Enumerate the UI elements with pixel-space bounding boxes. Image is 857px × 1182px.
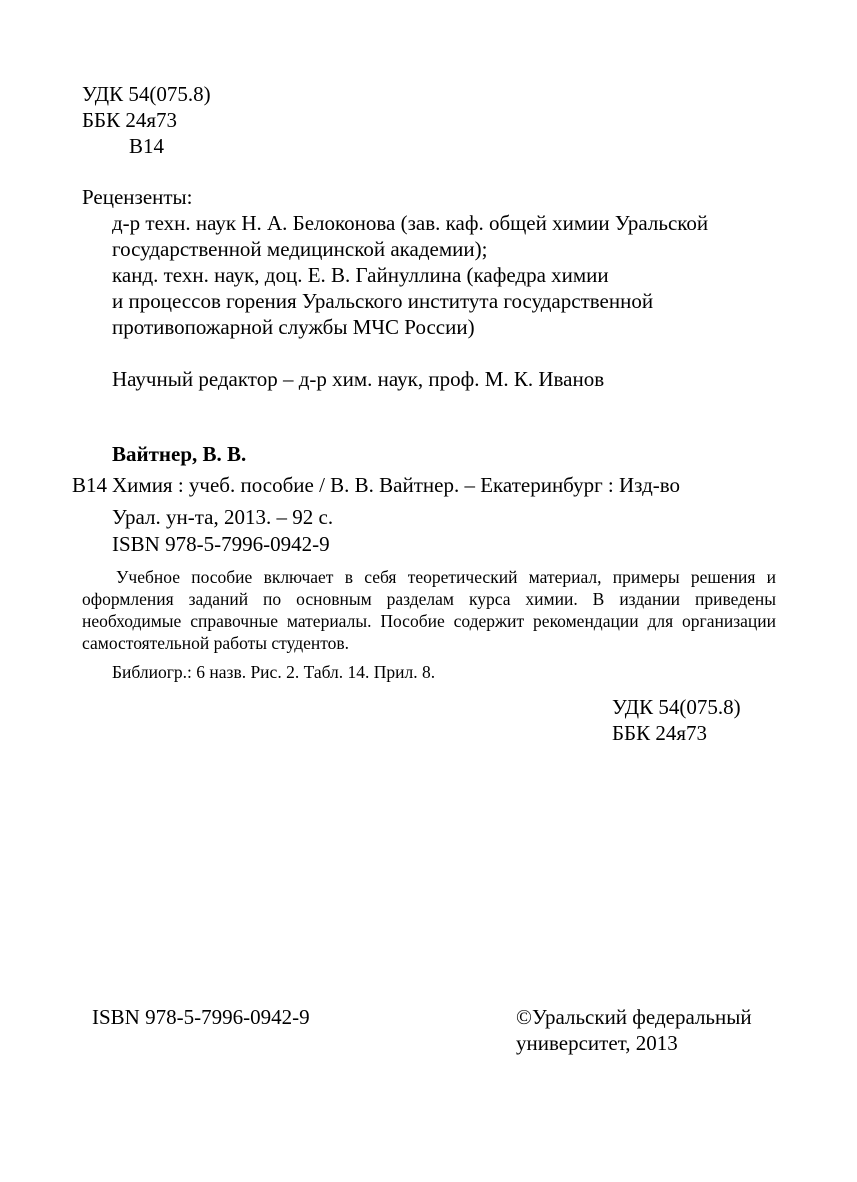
- reviewer-line: и процессов горения Уральского института государственной: [112, 289, 654, 313]
- copyright-line: ©Уральский федеральный: [516, 1005, 752, 1029]
- catalog-publisher-line: Урал. ун-та, 2013. – 92 с.: [112, 505, 334, 529]
- catalog-bbk: ББК 24я73: [612, 721, 708, 745]
- reviewers-heading: Рецензенты:: [82, 185, 193, 209]
- bbk-code: ББК 24я73: [82, 108, 178, 132]
- reviewer-line: противопожарной службы МЧС России): [112, 315, 475, 339]
- reviewer-line: д-р техн. наук Н. А. Белоконова (зав. каф. общей химии Уральской: [112, 211, 709, 235]
- author-mark: В14: [129, 134, 165, 158]
- udk-code: УДК 54(075.8): [82, 82, 211, 106]
- catalog-abstract: Учебное пособие включает в себя теоретический материал, примеры решения и оформления заданий по основным разделам курса химии. В издании приведены необходимые справочные материалы. Пособие содержит рекомендации для организации самостоятельной работы студентов.: [82, 567, 776, 653]
- catalog-mark: В14: [72, 473, 108, 497]
- catalog-bibliography: Библиогр.: 6 назв. Рис. 2. Табл. 14. Прил. 8.: [112, 662, 436, 682]
- reviewer-line: государственной медицинской академии);: [112, 237, 488, 261]
- catalog-isbn: ISBN 978-5-7996-0942-9: [112, 532, 330, 556]
- footer-isbn: ISBN 978-5-7996-0942-9: [92, 1005, 310, 1029]
- scientific-editor: Научный редактор – д-р хим. наук, проф. М. К. Иванов: [112, 367, 605, 391]
- catalog-udk: УДК 54(075.8): [612, 695, 741, 719]
- catalog-author: Вайтнер, В. В.: [112, 442, 247, 466]
- reviewer-line: канд. техн. наук, доц. Е. В. Гайнуллина (кафедра химии: [112, 263, 609, 287]
- copyright-line: университет, 2013: [516, 1031, 678, 1055]
- catalog-title-line: Химия : учеб. пособие / В. В. Вайтнер. – Екатеринбург : Изд-во: [112, 473, 681, 497]
